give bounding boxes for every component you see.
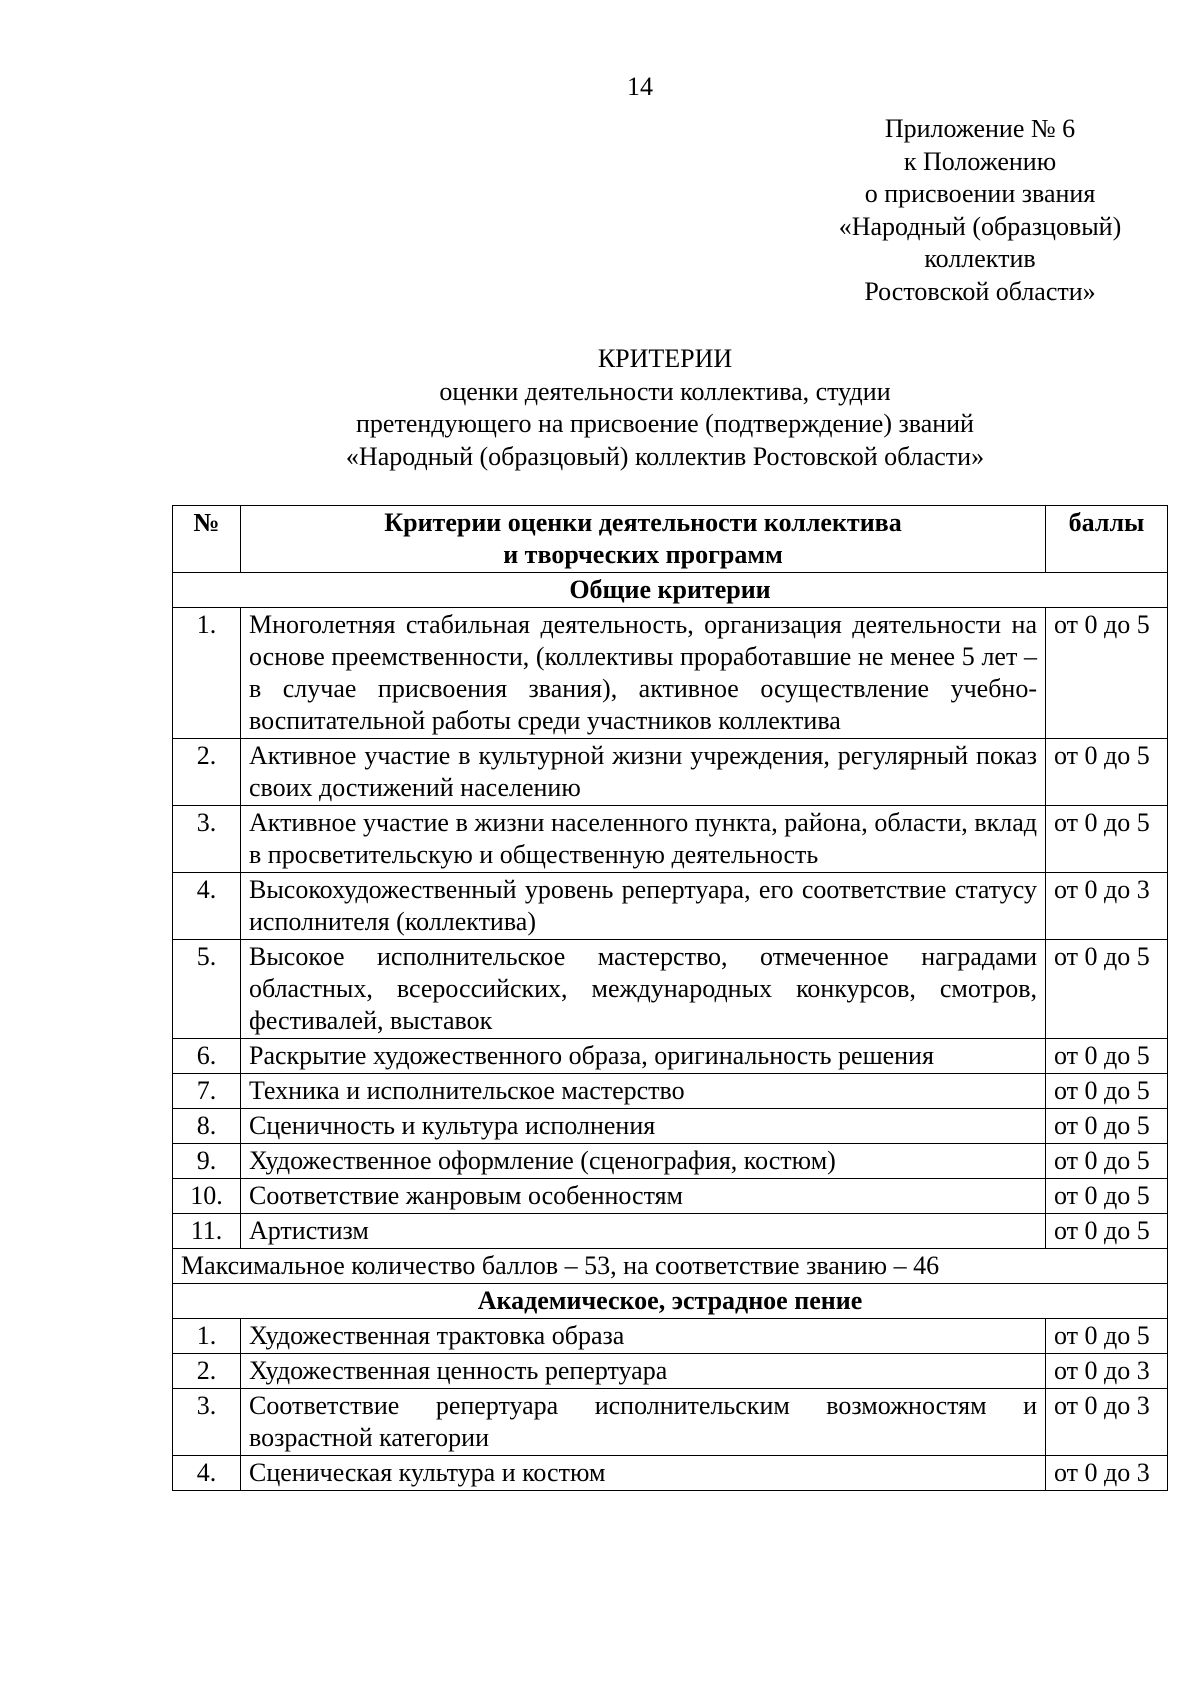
row-number: 1. bbox=[173, 608, 241, 739]
row-score: от 0 до 5 bbox=[1046, 608, 1168, 739]
row-criterion: Сценическая культура и костюм bbox=[241, 1456, 1046, 1491]
row-criterion: Высокое исполнительское мастерство, отмеченное наградами областных, всероссийских, международных конкурсов, смотров, фестивалей, выставок bbox=[241, 940, 1046, 1039]
title-heading: КРИТЕРИИ bbox=[597, 344, 733, 373]
row-score: от 0 до 3 bbox=[1046, 1456, 1168, 1491]
table-row bbox=[173, 1389, 1168, 1456]
table-row bbox=[173, 1039, 1168, 1074]
appendix-line: «Народный (образцовый) bbox=[838, 211, 1122, 241]
row-score: от 0 до 5 bbox=[1046, 1074, 1168, 1109]
row-score: от 0 до 5 bbox=[1046, 1179, 1168, 1214]
title-line: оценки деятельности коллектива, студии bbox=[439, 376, 891, 406]
row-criterion: Раскрытие художественного образа, оригинальность решения bbox=[241, 1039, 1046, 1074]
section-title: Общие критерии bbox=[173, 573, 1168, 608]
table-row bbox=[173, 1144, 1168, 1179]
row-criterion: Высокохудожественный уровень репертуара, его соответствие статусу исполнителя (коллектива) bbox=[241, 873, 1046, 940]
table-row bbox=[173, 1354, 1168, 1389]
row-score: от 0 до 5 bbox=[1046, 940, 1168, 1039]
row-number: 11. bbox=[173, 1214, 241, 1249]
row-criterion: Соответствие жанровым особенностям bbox=[241, 1179, 1046, 1214]
row-score: от 0 до 3 bbox=[1046, 873, 1168, 940]
table-row bbox=[173, 1179, 1168, 1214]
row-number: 3. bbox=[173, 806, 241, 873]
section-title: Академическое, эстрадное пение bbox=[173, 1284, 1168, 1319]
row-criterion: Художественная трактовка образа bbox=[241, 1319, 1046, 1354]
row-number: 10. bbox=[173, 1179, 241, 1214]
appendix-line: о присвоении звания bbox=[864, 179, 1096, 208]
document-title bbox=[170, 343, 1160, 473]
row-score: от 0 до 3 bbox=[1046, 1389, 1168, 1456]
row-criterion: Активное участие в культурной жизни учреждения, регулярный показ своих достижений населению bbox=[241, 739, 1046, 806]
section-header-row bbox=[173, 573, 1168, 608]
row-criterion: Художественное оформление (сценография, костюм) bbox=[241, 1144, 1046, 1179]
appendix-line: коллектив bbox=[924, 244, 1036, 273]
title-line: претендующего на присвоение (подтверждение) званий bbox=[356, 409, 974, 438]
row-score: от 0 до 5 bbox=[1046, 1109, 1168, 1144]
table-row bbox=[173, 1109, 1168, 1144]
table-row bbox=[173, 873, 1168, 940]
table-row bbox=[173, 1456, 1168, 1491]
table-row bbox=[173, 608, 1168, 739]
row-criterion: Соответствие репертуара исполнительским возможностям и возрастной категории bbox=[241, 1389, 1046, 1456]
row-number: 3. bbox=[173, 1389, 241, 1456]
row-number: 7. bbox=[173, 1074, 241, 1109]
row-number: 4. bbox=[173, 873, 241, 940]
row-score: от 0 до 5 bbox=[1046, 1144, 1168, 1179]
row-criterion: Художественная ценность репертуара bbox=[241, 1354, 1046, 1389]
page-number: 14 bbox=[627, 72, 653, 101]
header-criteria-line: и творческих программ bbox=[503, 540, 783, 569]
max-score-summary: Максимальное количество баллов – 53, на соответствие званию – 46 bbox=[173, 1249, 1168, 1284]
table-row bbox=[173, 1214, 1168, 1249]
row-criterion: Многолетняя стабильная деятельность, организация деятельности на основе преемственности, (коллективы проработавшие не менее 5 лет – в случае присвоения звания), активное осуществление учебно-воспитательной работы среди участников коллектива bbox=[241, 608, 1046, 739]
table-row bbox=[173, 806, 1168, 873]
row-number: 5. bbox=[173, 940, 241, 1039]
appendix-line: Ростовской области» bbox=[864, 276, 1096, 306]
table-row bbox=[173, 940, 1168, 1039]
row-criterion: Артистизм bbox=[241, 1214, 1046, 1249]
header-criteria-line: Критерии оценки деятельности коллектива bbox=[384, 508, 902, 537]
row-number: 9. bbox=[173, 1144, 241, 1179]
table-header-row bbox=[173, 506, 1168, 573]
appendix-line: к Положению bbox=[903, 146, 1057, 176]
row-score: от 0 до 5 bbox=[1046, 739, 1168, 806]
row-criterion: Активное участие в жизни населенного пункта, района, области, вклад в просветительскую и общественную деятельность bbox=[241, 806, 1046, 873]
header-number: № bbox=[173, 506, 241, 573]
row-criterion: Сценичность и культура исполнения bbox=[241, 1109, 1046, 1144]
title-line: «Народный (образцовый) коллектив Ростовской области» bbox=[345, 441, 985, 471]
row-score: от 0 до 5 bbox=[1046, 1039, 1168, 1074]
table-row bbox=[173, 1074, 1168, 1109]
table-row bbox=[173, 739, 1168, 806]
row-number: 1. bbox=[173, 1319, 241, 1354]
row-score: от 0 до 3 bbox=[1046, 1354, 1168, 1389]
appendix-note bbox=[760, 113, 1200, 308]
table-row bbox=[173, 1319, 1168, 1354]
row-score: от 0 до 5 bbox=[1046, 806, 1168, 873]
row-score: от 0 до 5 bbox=[1046, 1214, 1168, 1249]
row-number: 2. bbox=[173, 739, 241, 806]
row-score: от 0 до 5 bbox=[1046, 1319, 1168, 1354]
row-number: 8. bbox=[173, 1109, 241, 1144]
header-criteria bbox=[241, 506, 1046, 573]
summary-row bbox=[173, 1249, 1168, 1284]
row-criterion: Техника и исполнительское мастерство bbox=[241, 1074, 1046, 1109]
row-number: 4. bbox=[173, 1456, 241, 1491]
row-number: 6. bbox=[173, 1039, 241, 1074]
row-number: 2. bbox=[173, 1354, 241, 1389]
header-score: баллы bbox=[1046, 506, 1168, 573]
criteria-table bbox=[172, 505, 1168, 1491]
appendix-line: Приложение № 6 bbox=[884, 114, 1076, 143]
section-header-row bbox=[173, 1284, 1168, 1319]
